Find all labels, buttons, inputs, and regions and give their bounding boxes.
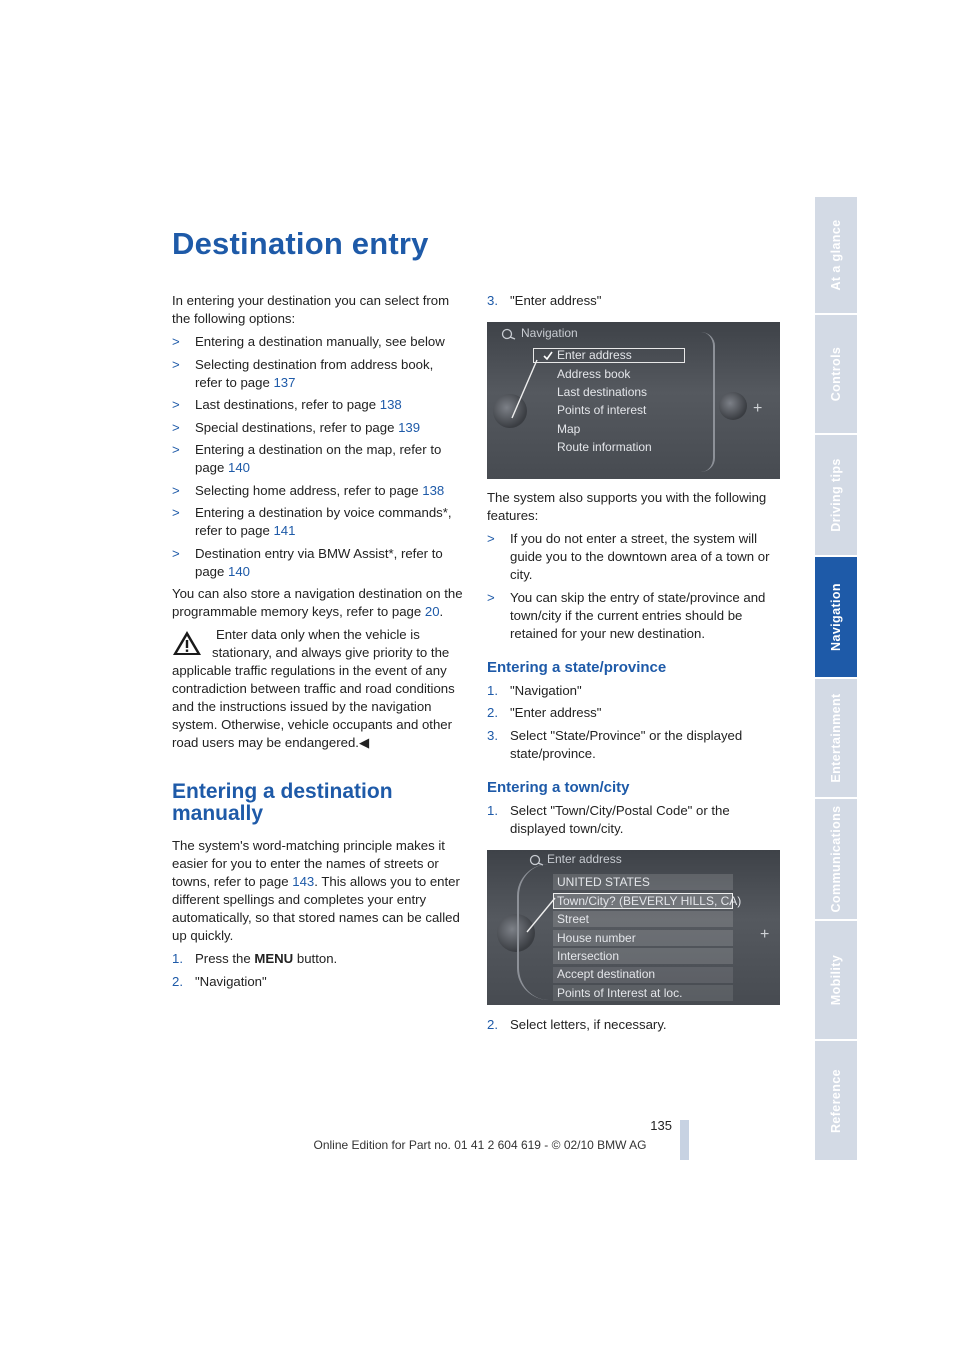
menu-item-address-book: Address book xyxy=(557,367,631,381)
address-field-country: UNITED STATES xyxy=(557,875,650,889)
plus-icon: + xyxy=(760,926,770,943)
memory-keys-text: You can also store a navigation destination on the programmable memory keys, refer to page 20. xyxy=(172,586,463,619)
step3-item: 3. "Enter address" xyxy=(487,293,602,308)
screen-title: Navigation xyxy=(521,326,578,340)
page-reference-link[interactable]: 137 xyxy=(273,374,296,390)
section-title-manual: Entering a destination manually xyxy=(172,780,393,825)
intro-text: In entering your destination you can select from the following options: xyxy=(172,293,450,326)
manual-body: The system's word-matching principle makes it easier for you to enter the names of streets or towns, refer to page 143. This allows you to enter different spellings and completes your entry automatically, so that stored names can be called up quickly. xyxy=(172,838,460,943)
menu-item-route-information: Route information xyxy=(557,440,652,454)
chapter-tabs xyxy=(815,197,857,1160)
page-reference-link[interactable]: 143 xyxy=(292,874,315,889)
screen-title: Enter address xyxy=(547,852,622,866)
step-item: 1. "Navigation" xyxy=(487,682,582,698)
menu-button-label: MENU xyxy=(254,951,294,966)
page-reference-link[interactable]: 140 xyxy=(228,563,251,579)
tab-navigation[interactable]: Navigation xyxy=(815,557,857,679)
points-of-interest-item: Points of Interest at loc. xyxy=(557,986,683,1000)
menu-item-map: Map xyxy=(557,422,581,436)
page-reference-link[interactable]: 138 xyxy=(379,397,402,412)
tab-mobility[interactable]: Mobility xyxy=(815,921,857,1041)
list-item: > If you do not enter a street, the system will guide you to the downtown area of a town or city. xyxy=(487,531,770,582)
tab-reference[interactable]: Reference xyxy=(815,1041,857,1162)
step-item: 2. "Navigation" xyxy=(172,973,267,989)
tab-driving-tips[interactable]: Driving tips xyxy=(815,435,857,557)
page-reference-link[interactable]: 141 xyxy=(273,523,296,538)
town-step2: 2. Select letters, if necessary. xyxy=(487,1017,667,1032)
list-item: > You can skip the entry of state/province and town/city if the current entries should be retained for your new destination. xyxy=(487,589,766,641)
list-item: > Last destinations, refer to page 138 xyxy=(172,397,402,412)
menu-item-last-destinations: Last destinations xyxy=(557,385,648,399)
plus-icon: + xyxy=(753,400,763,417)
list-item: > Entering a destination on the map, refer to page 140 xyxy=(172,442,442,475)
menu-item-enter-address: Enter address xyxy=(557,348,632,362)
enter-address-screenshot xyxy=(487,850,780,1005)
tab-controls[interactable]: Controls xyxy=(815,315,857,435)
controller-knob-right xyxy=(719,392,747,420)
footer-text: Online Edition for Part no. 01 41 2 604 619 - © 02/10 BMW AG xyxy=(313,1138,647,1152)
section-title-state: Entering a state/province xyxy=(487,658,667,676)
tab-at-a-glance[interactable]: At a glance xyxy=(815,197,857,315)
address-field-intersection: Intersection xyxy=(557,949,620,963)
navigation-icon xyxy=(501,328,517,340)
check-icon xyxy=(543,351,553,360)
step-item: 1. Press the MENU button. xyxy=(172,951,338,966)
list-item: > Destination entry via BMW Assist*, refer to page 140 xyxy=(172,545,443,579)
right-column xyxy=(487,489,780,842)
warning-block: Enter data only when the vehicle is stationary, and always give priority to the applicable traffic regulations in the event of any contradiction between traffic and road conditions and the instructions issued by the navigation system. Otherwise, vehicle occupants and other road users may be endangered.◀ xyxy=(172,627,455,750)
step-item: 2. "Enter address" xyxy=(487,705,602,720)
page-title: Destination entry xyxy=(172,226,429,261)
address-field-street: Street xyxy=(557,912,590,926)
page-reference-link[interactable]: 139 xyxy=(398,419,421,435)
section-title-town: Entering a town/city xyxy=(487,778,630,796)
accept-destination-item: Accept destination xyxy=(557,967,656,981)
tab-entertainment[interactable]: Entertainment xyxy=(815,679,857,799)
left-column xyxy=(172,292,464,995)
list-item: > Entering a destination manually, see below xyxy=(172,334,445,349)
page-reference-link[interactable]: 138 xyxy=(422,482,445,498)
page-reference-link[interactable]: 140 xyxy=(228,460,251,475)
navigation-menu-screenshot xyxy=(487,322,780,479)
list-item: > Selecting home address, refer to page 138 xyxy=(172,482,445,498)
step-item: 1. Select "Town/City/Postal Code" or the displayed town/city. xyxy=(487,802,730,836)
page-reference-link[interactable]: 20 xyxy=(424,604,440,619)
address-field-house-number: House number xyxy=(557,931,636,945)
list-item: > Selecting destination from address book, refer to page 137 xyxy=(172,356,434,390)
list-item: > Entering a destination by voice commands*, refer to page 141 xyxy=(172,505,452,538)
tab-communications[interactable]: Communications xyxy=(815,799,857,921)
warning-icon xyxy=(172,630,204,658)
features-intro: The system also supports you with the following features: xyxy=(487,490,767,523)
step-item: 3. Select "State/Province" or the displayed state/province. xyxy=(487,727,743,761)
list-item: > Special destinations, refer to page 139 xyxy=(172,419,421,435)
address-field-town: Town/City? (BEVERLY HILLS, CA) xyxy=(557,894,742,908)
menu-item-points-of-interest: Points of interest xyxy=(557,403,647,417)
options-list xyxy=(172,333,464,581)
page-number: 135 xyxy=(650,1118,672,1133)
